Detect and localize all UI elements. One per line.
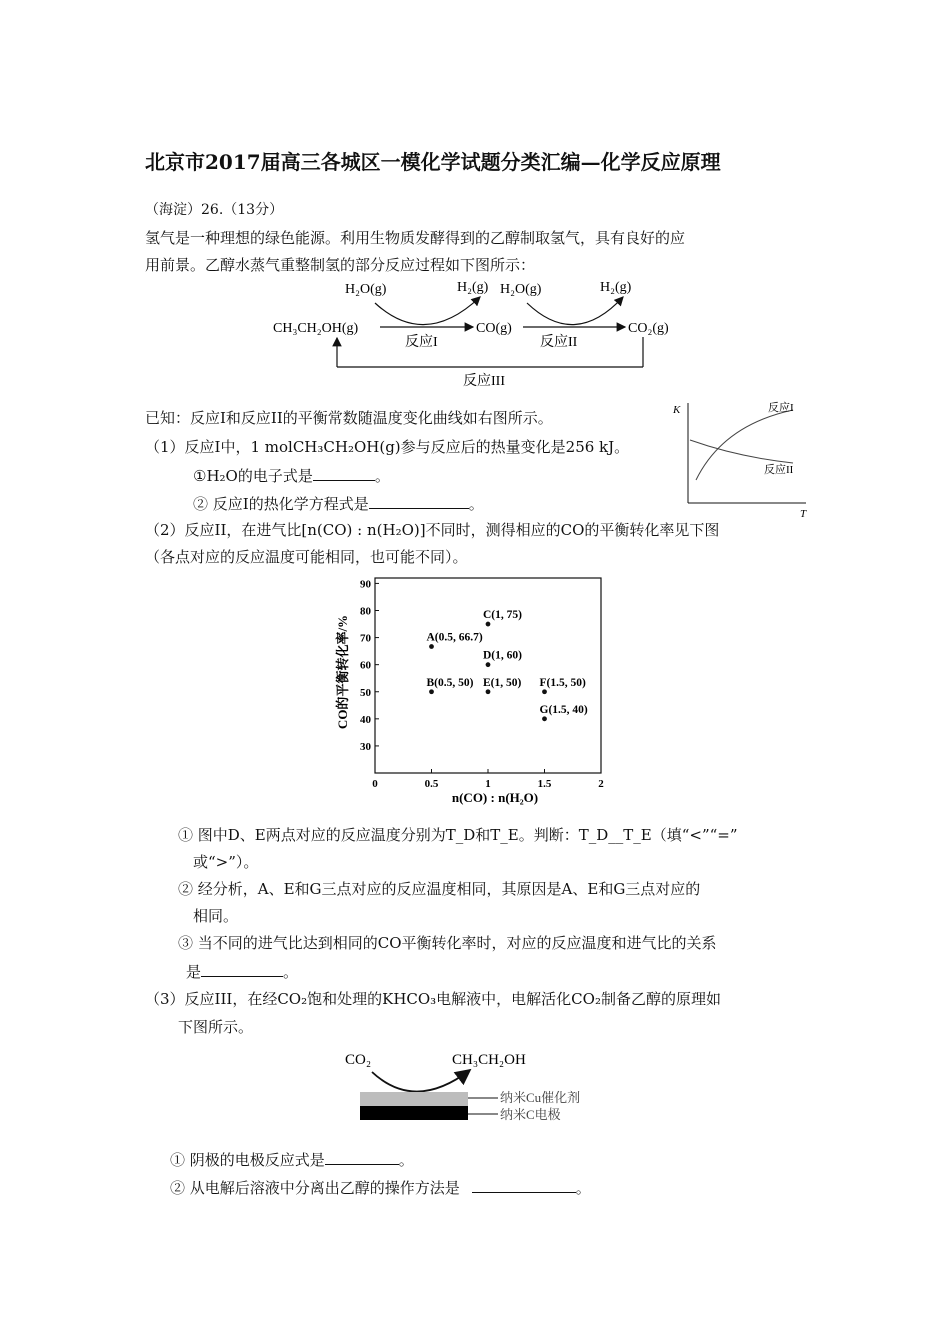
question-2-1b: 或“>”）。 — [193, 853, 259, 871]
scheme-co: CO(g) — [476, 321, 512, 336]
data-point-label: E(1, 50) — [483, 676, 522, 689]
question-1b-text: ② 反应I的热化学方程式是 — [193, 495, 369, 513]
scheme-h2-2: H₂(g) — [600, 280, 632, 295]
plot-frame — [375, 578, 601, 773]
answer-blank — [325, 1150, 399, 1165]
question-header: （海淀）26.（13分） — [145, 202, 284, 218]
scheme-reaction-3: 反应III — [463, 374, 505, 389]
series2-label: 反应II — [764, 464, 794, 476]
question-2-3b-text: 是 — [186, 963, 202, 981]
data-point — [429, 644, 434, 649]
question-1b — [193, 494, 484, 513]
data-point-label: A(0.5, 66.7) — [426, 631, 483, 644]
electrode-label-c: 纳米C电极 — [500, 1107, 561, 1122]
series1-label: 反应I — [768, 402, 794, 414]
data-point — [542, 716, 547, 721]
co-conversion-chart — [325, 570, 625, 815]
scheme-reaction-2: 反应II — [540, 335, 578, 350]
answer-blank — [313, 466, 375, 481]
question-2a: （2）反应II，在进气比[n(CO) : n(H₂O)]不同时，测得相应的CO的平衡转化率见下图 — [145, 521, 720, 539]
period: 。 — [283, 963, 299, 981]
y-tick-label: 70 — [360, 632, 371, 645]
question-3-1-text: ① 阴极的电极反应式是 — [170, 1151, 325, 1169]
y-tick-label: 30 — [360, 740, 371, 753]
scheme-reaction-1: 反应I — [405, 335, 438, 350]
y-tick-label: 60 — [360, 659, 371, 672]
question-3-2 — [170, 1178, 591, 1197]
data-point-label: F(1.5, 50) — [539, 676, 586, 689]
data-point — [486, 689, 491, 694]
y-axis-title: CO的平衡转化率/% — [335, 614, 350, 730]
page-title: 北京市2017届高三各城区一模化学试题分类汇编—化学反应原理 — [145, 150, 721, 174]
scheme-h2o-2: H₂O(g) — [500, 282, 542, 297]
x-tick-label: 1.5 — [537, 778, 552, 790]
known-text: 已知：反应I和反应II的平衡常数随温度变化曲线如右图所示。 — [145, 409, 553, 427]
data-point-label: D(1, 60) — [483, 649, 522, 662]
question-3a: （3）反应III，在经CO₂饱和处理的KHCO₃电解液中，电解活化CO₂制备乙醇的原理如 — [145, 990, 721, 1008]
question-1a-text: ①H₂O的电子式是 — [193, 467, 313, 485]
question-2-2a: ② 经分析，A、E和G三点对应的反应温度相同，其原因是A、E和G三点对应的 — [178, 880, 701, 898]
data-point-label: C(1, 75) — [483, 609, 522, 622]
data-point-label: G(1.5, 40) — [539, 703, 588, 716]
question-1a — [193, 466, 390, 485]
scheme-h2o-1: H₂O(g) — [345, 282, 387, 297]
data-point — [429, 689, 434, 694]
x-tick-label: 0.5 — [424, 778, 439, 790]
x-tick-label: 1 — [485, 778, 491, 790]
electrode-ethanol: CH₃CH₂OH — [452, 1052, 526, 1068]
question-2b: （各点对应的反应温度可能相同，也可能不同）。 — [145, 548, 468, 566]
x-axis-title: n(CO) : n(H₂O) — [451, 790, 539, 805]
x-tick-label: 2 — [598, 778, 604, 790]
period: 。 — [468, 495, 484, 513]
data-point — [542, 689, 547, 694]
period: 。 — [575, 1179, 591, 1197]
question-3-1 — [170, 1150, 414, 1169]
scheme-co2: CO₂(g) — [628, 321, 669, 336]
electrode-label-cu: 纳米Cu催化剂 — [500, 1090, 581, 1105]
y-tick-label: 50 — [360, 686, 371, 699]
question-3b: 下图所示。 — [178, 1018, 254, 1036]
intro-line-2: 用前景。乙醇水蒸气重整制氢的部分反应过程如下图所示： — [145, 256, 536, 274]
period: 。 — [374, 467, 390, 485]
nano-c-electrode — [360, 1106, 468, 1120]
y-tick-label: 40 — [360, 713, 371, 726]
intro-line-1: 氢气是一种理想的绿色能源。利用生物质发酵得到的乙醇制取氢气，具有良好的应 — [145, 229, 686, 247]
x-tick-label: 0 — [372, 778, 378, 790]
answer-blank — [472, 1178, 576, 1193]
reaction-scheme — [265, 275, 695, 393]
question-2-2b: 相同。 — [193, 907, 239, 925]
nano-cu-catalyst — [360, 1092, 468, 1106]
data-point — [486, 662, 491, 667]
question-2-1a: ① 图中D、E两点对应的反应温度分别为T_D和T_E。判断：T_D__T_E（填“<”“=” — [178, 826, 738, 844]
question-3-2-text: ② 从电解后溶液中分离出乙醇的操作方法是 — [170, 1179, 460, 1197]
electrode-co2: CO₂ — [345, 1052, 372, 1068]
question-2-3b — [186, 962, 298, 981]
answer-blank — [201, 962, 283, 977]
question-2-3a: ③ 当不同的进气比达到相同的CO平衡转化率时，对应的反应温度和进气比的关系 — [178, 934, 717, 952]
scheme-ethanol: CH₃CH₂OH(g) — [273, 321, 359, 336]
scheme-h2-1: H₂(g) — [457, 280, 489, 295]
y-tick-label: 90 — [360, 578, 371, 591]
t-axis-label: T — [800, 508, 807, 520]
question-1: （1）反应I中，1 molCH₃CH₂OH(g)参与反应后的热量变化是256 kJ。 — [145, 438, 630, 456]
period: 。 — [398, 1151, 414, 1169]
y-tick-label: 80 — [360, 605, 371, 618]
electrode-diagram — [340, 1042, 610, 1126]
data-point-label: B(0.5, 50) — [426, 676, 474, 689]
data-point — [486, 622, 491, 627]
k-axis-label: K — [673, 404, 681, 416]
k-t-chart — [668, 395, 813, 520]
answer-blank — [369, 494, 469, 509]
